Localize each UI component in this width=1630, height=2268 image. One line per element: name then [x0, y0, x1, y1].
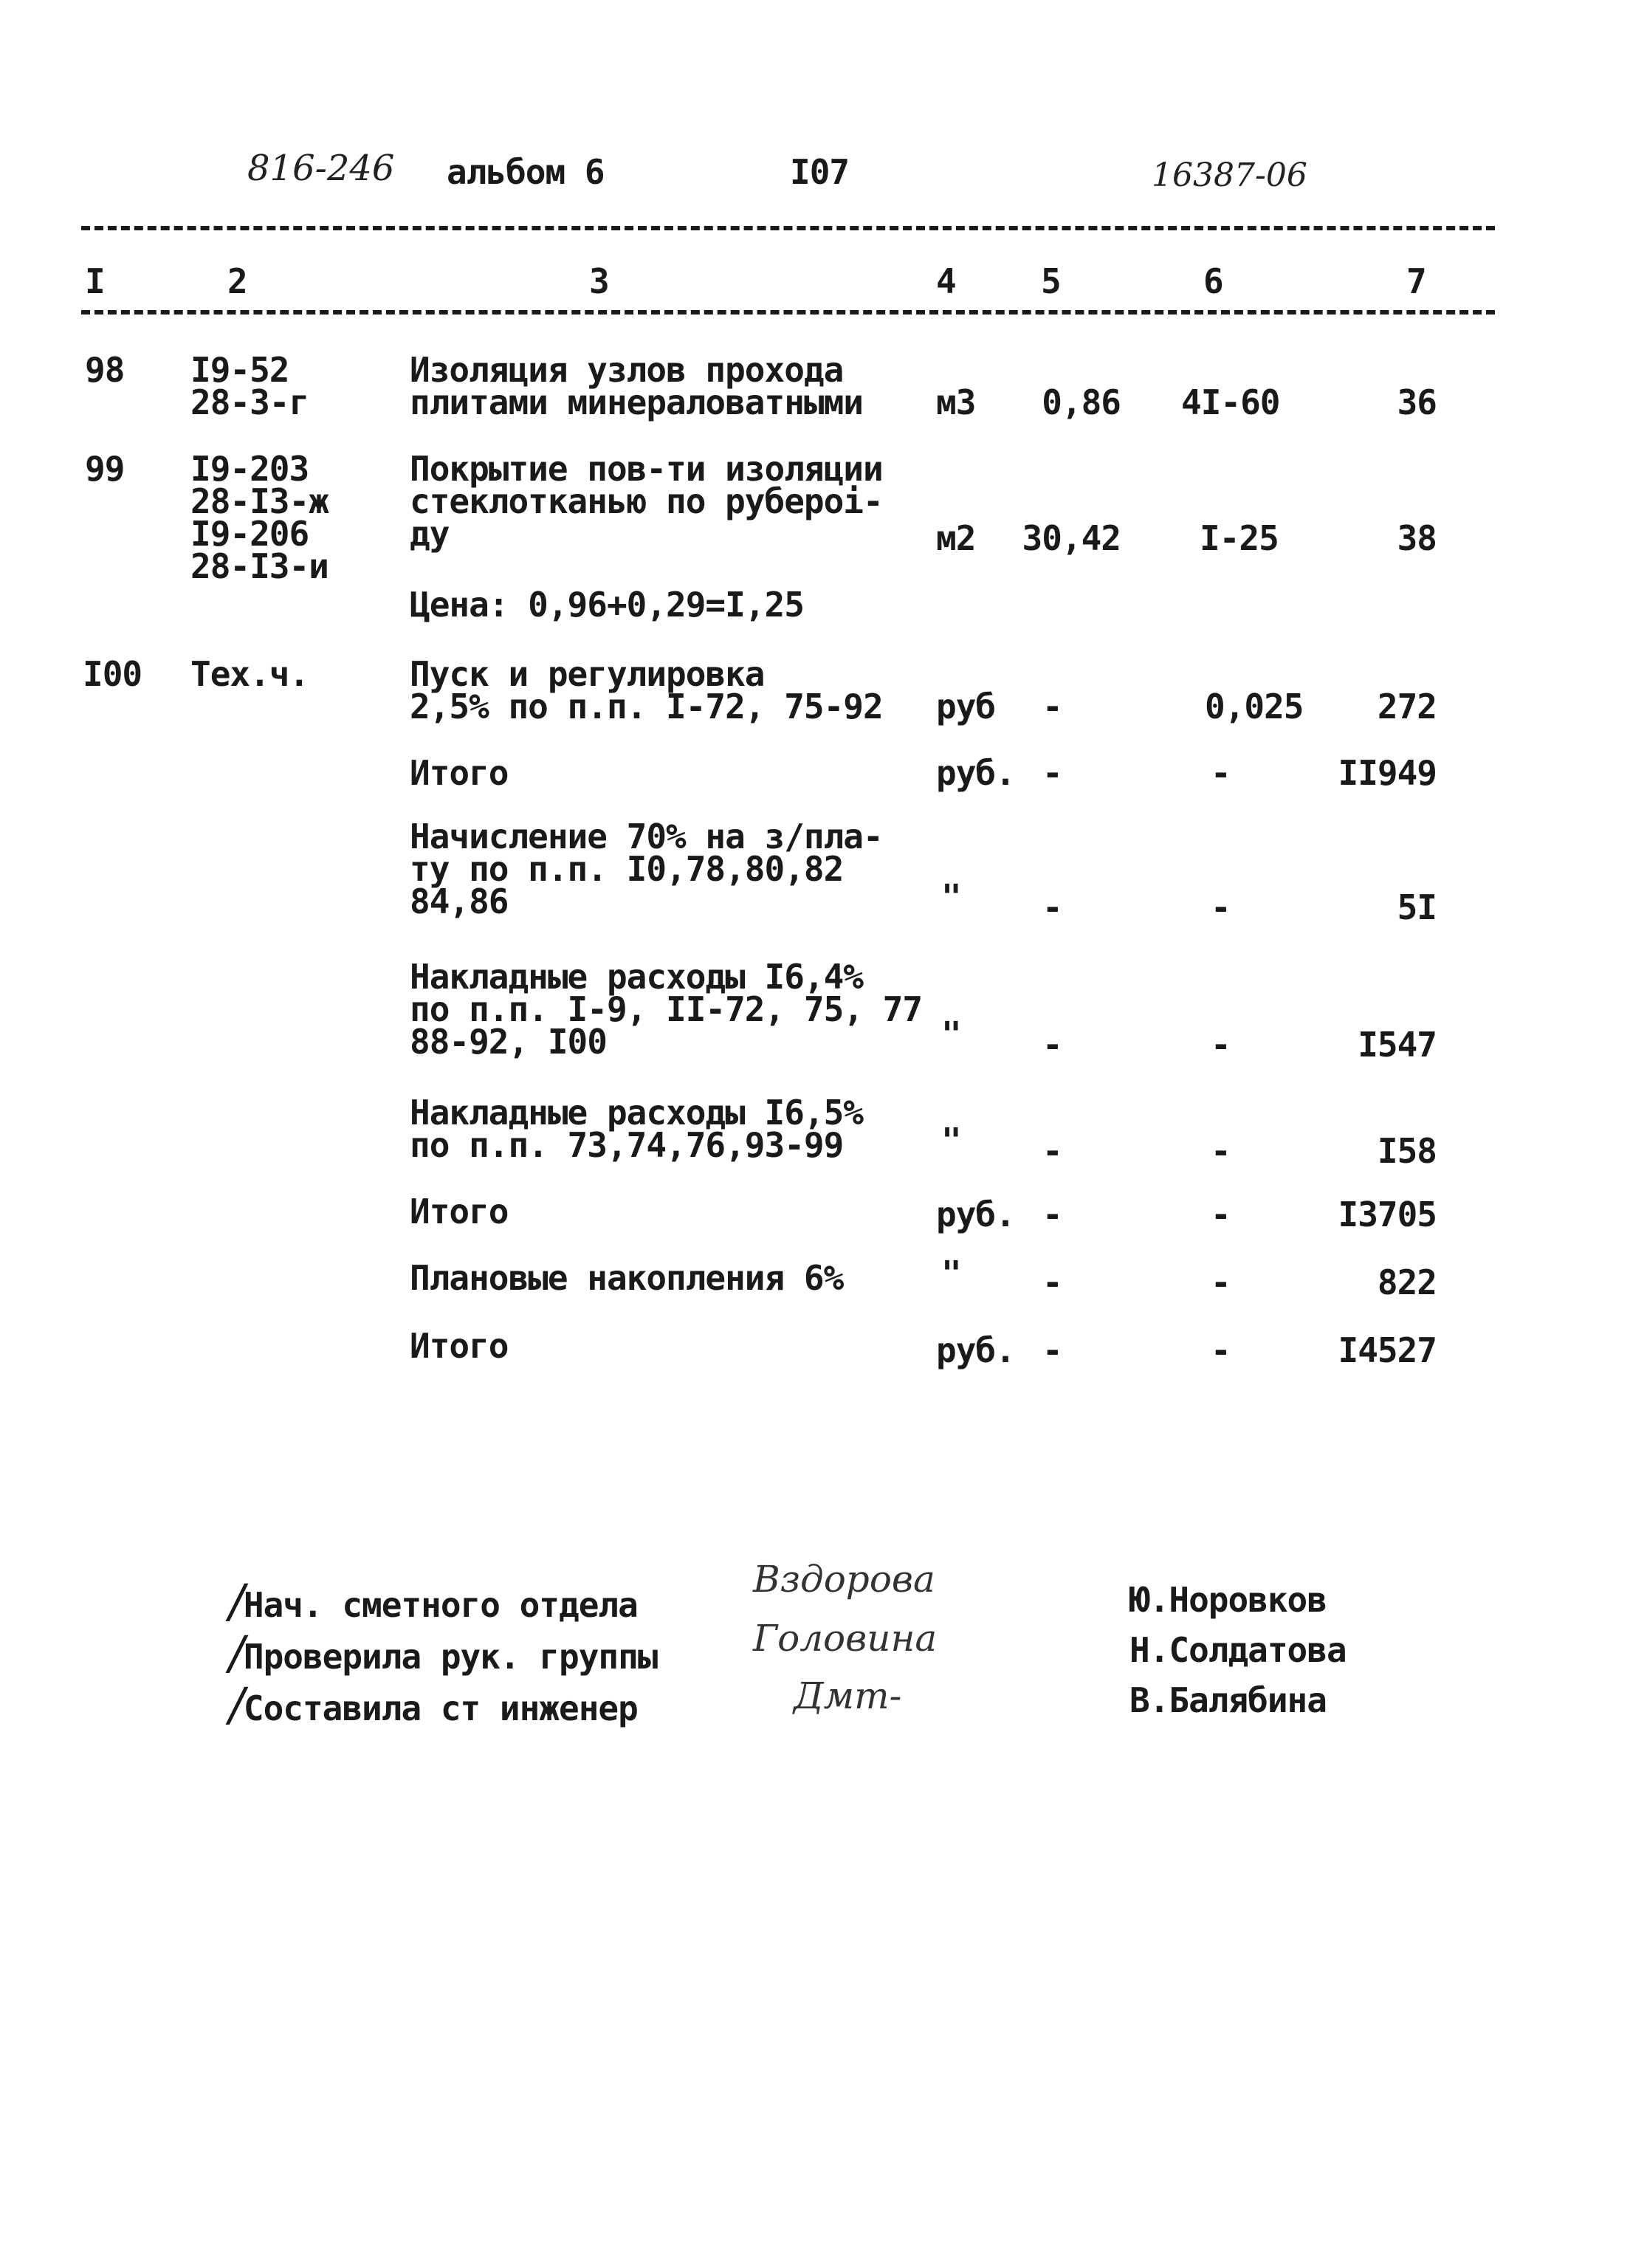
row100-desc-2: 2,5% по п.п. I-72, 75-92	[410, 687, 883, 726]
row99-total: 38	[1397, 518, 1437, 558]
signature-role-1: /Нач. сметного отдела	[229, 1574, 638, 1628]
handwritten-doc-number: 16387-06	[1152, 157, 1307, 194]
row99-desc-1: Покрытие пов-ти изоляции	[410, 449, 883, 489]
overhead2-total: I58	[1377, 1131, 1437, 1171]
signature-role-3: /Составила ст инженер	[229, 1677, 638, 1731]
row99-code-3: I9-206	[190, 514, 309, 554]
overhead1-desc-2: по п.п. I-9, II-72, 75, 77	[410, 989, 923, 1029]
grand-total-qty: -	[1042, 1330, 1062, 1370]
savings-qty: -	[1042, 1262, 1062, 1302]
row99-desc-3: ду	[410, 514, 450, 554]
accrual-desc-2: ту по п.п. I0,78,80,82	[410, 849, 844, 889]
handwritten-code: 816-246	[247, 148, 395, 189]
grand-total-price: -	[1211, 1330, 1231, 1370]
row98-qty: 0,86	[1042, 382, 1121, 422]
row100-price: 0,025	[1205, 687, 1304, 726]
row98-unit: м3	[936, 382, 976, 422]
overhead1-qty: -	[1042, 1025, 1062, 1065]
row99-num: 99	[85, 449, 125, 489]
row98-price: 4I-60	[1181, 382, 1280, 422]
album-label: альбом 6	[447, 152, 605, 192]
row98-code-2: 28-3-г	[190, 382, 309, 422]
accrual-desc-1: Начисление 70% на з/пла-	[410, 817, 883, 856]
signature-role-2: /Проверила рук. группы	[229, 1626, 658, 1680]
row100-num: I00	[83, 654, 142, 694]
grand-total-unit: руб.	[936, 1330, 1015, 1370]
row98-desc-1: Изоляция узлов прохода	[410, 350, 844, 390]
signatory-name-2: Н.Солдатова	[1129, 1630, 1347, 1670]
signatory-name-3: В.Балябина	[1129, 1680, 1327, 1720]
subtotal2-total: I3705	[1338, 1195, 1437, 1234]
subtotal1-label: Итого	[410, 753, 509, 793]
accrual-desc-3: 84,86	[410, 882, 509, 921]
overhead1-desc-1: Накладные расходы I6,4%	[410, 957, 863, 997]
row100-code: Тех.ч.	[190, 654, 309, 694]
overhead2-desc-1: Накладные расходы I6,5%	[410, 1093, 863, 1133]
accrual-price: -	[1211, 887, 1231, 927]
col-head-7: 7	[1406, 261, 1426, 301]
row100-qty: -	[1042, 687, 1062, 726]
subtotal1-qty: -	[1042, 753, 1062, 793]
savings-price: -	[1211, 1262, 1231, 1302]
col-head-1: I	[85, 261, 105, 301]
overhead1-unit: "	[941, 1014, 961, 1054]
row99-qty: 30,42	[1022, 518, 1121, 558]
col-head-6: 6	[1203, 261, 1223, 301]
row99-desc-2: стеклотканью по рубероi-	[410, 481, 883, 521]
overhead1-desc-3: 88-92, I00	[410, 1022, 607, 1062]
grand-total-total: I4527	[1338, 1330, 1437, 1370]
row98-desc-2: плитами минераловатными	[410, 382, 863, 422]
subtotal1-total: II949	[1338, 753, 1437, 793]
header-bottom-rule	[81, 310, 1495, 315]
signature-3: Дмт-	[794, 1674, 902, 1717]
row98-num: 98	[85, 350, 125, 390]
savings-unit: "	[941, 1254, 961, 1293]
savings-total: 822	[1377, 1262, 1437, 1302]
subtotal1-unit: руб.	[936, 753, 1015, 793]
signatory-name-1: Ю.Норовков	[1129, 1580, 1327, 1620]
accrual-qty: -	[1042, 887, 1062, 927]
header-top-rule	[81, 226, 1495, 230]
signature-2: Головина	[753, 1617, 938, 1660]
overhead2-qty: -	[1042, 1131, 1062, 1171]
row100-total: 272	[1377, 687, 1437, 726]
row98-code-1: I9-52	[190, 350, 289, 390]
row100-unit: руб	[936, 687, 996, 726]
row99-unit: м2	[936, 518, 976, 558]
subtotal2-label: Итого	[410, 1192, 509, 1231]
page-number: I07	[790, 152, 850, 192]
subtotal2-qty: -	[1042, 1195, 1062, 1234]
savings-label: Плановые накопления 6%	[410, 1258, 844, 1298]
col-head-2: 2	[227, 261, 247, 301]
subtotal2-price: -	[1211, 1195, 1231, 1234]
row98-total: 36	[1397, 382, 1437, 422]
subtotal1-price: -	[1211, 753, 1231, 793]
subtotal2-unit: руб.	[936, 1195, 1015, 1234]
overhead2-unit: "	[941, 1121, 961, 1161]
row99-price: I-25	[1200, 518, 1279, 558]
overhead1-price: -	[1211, 1025, 1231, 1065]
overhead2-price: -	[1211, 1131, 1231, 1171]
accrual-unit: "	[941, 877, 961, 917]
grand-total-label: Итого	[410, 1326, 509, 1366]
row99-price-note: Цена: 0,96+0,29=I,25	[410, 585, 804, 625]
signature-1: Вздорова	[753, 1558, 935, 1601]
overhead1-total: I547	[1358, 1025, 1437, 1065]
col-head-3: 3	[589, 261, 609, 301]
row100-desc-1: Пуск и регулировка	[410, 654, 765, 694]
col-head-4: 4	[936, 261, 956, 301]
row99-code-4: 28-I3-и	[190, 546, 329, 586]
row99-code-2: 28-I3-ж	[190, 481, 329, 521]
row99-code-1: I9-203	[190, 449, 309, 489]
overhead2-desc-2: по п.п. 73,74,76,93-99	[410, 1125, 844, 1165]
col-head-5: 5	[1041, 261, 1061, 301]
accrual-total: 5I	[1397, 887, 1437, 927]
